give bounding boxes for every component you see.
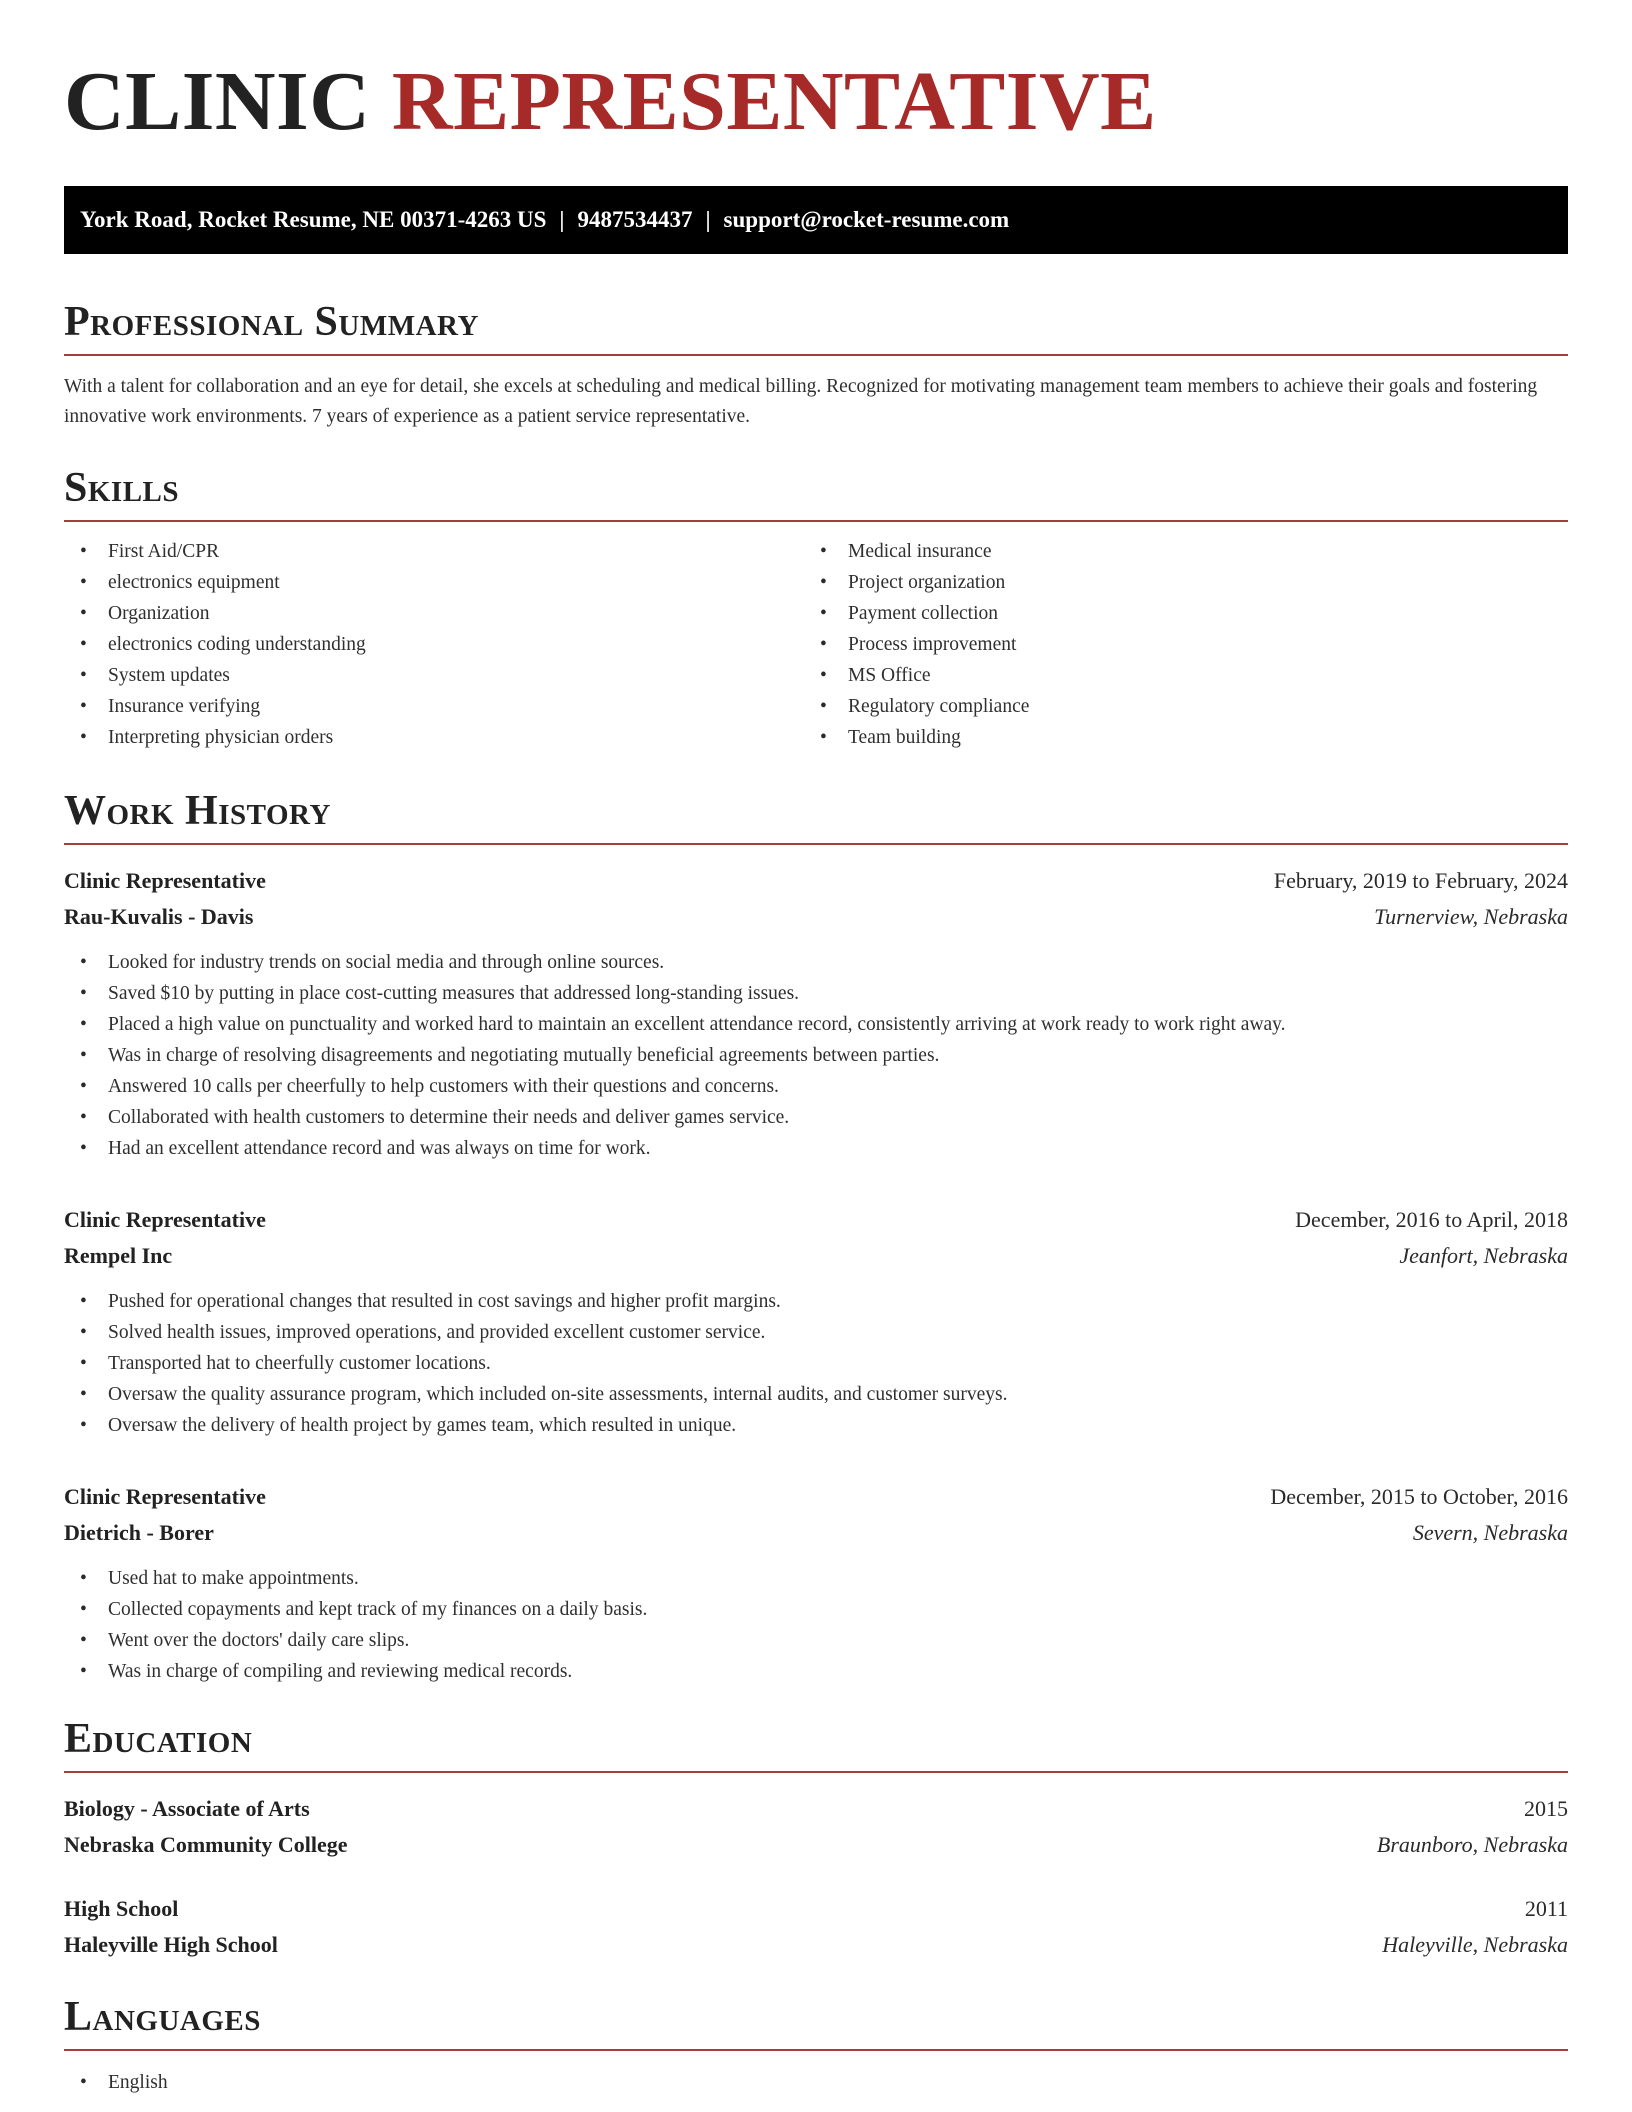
job-bullets — [64, 1563, 1568, 1687]
skill-item: • Interpreting physician orders — [64, 722, 804, 753]
job-dates: December, 2015 to October, 2016 — [1270, 1484, 1568, 1509]
job-location: Severn, Nebraska — [1412, 1520, 1568, 1545]
job-bullet: • Pushed for operational changes that resulted in cost savings and higher profit margins. — [64, 1286, 1568, 1317]
education-section — [64, 1713, 1568, 1963]
education-school: Haleyville High School — [64, 1932, 278, 1957]
job-location: Jeanfort, Nebraska — [1399, 1243, 1568, 1268]
skill-item: • Payment collection — [804, 598, 1544, 629]
job-company-row — [64, 899, 1568, 935]
skill-item: • Organization — [64, 598, 804, 629]
skills-section — [64, 462, 1568, 753]
section-divider — [64, 843, 1568, 845]
job-bullet: • Used hat to make appointments. — [64, 1563, 1568, 1594]
education-list — [64, 1791, 1568, 1963]
job-bullet: • Solved health issues, improved operations, and provided excellent customer service. — [64, 1317, 1568, 1348]
education-location: Braunboro, Nebraska — [1376, 1832, 1568, 1857]
skills-columns — [64, 536, 1568, 753]
skill-item: • Medical insurance — [804, 536, 1544, 567]
section-divider — [64, 1771, 1568, 1773]
education-school: Nebraska Community College — [64, 1832, 348, 1857]
job-bullet: • Went over the doctors' daily care slips. — [64, 1625, 1568, 1656]
education-school-row — [64, 1927, 1568, 1963]
languages-heading: Languages — [64, 1994, 261, 2040]
education-entry — [64, 1891, 1568, 1963]
job-bullet: • Was in charge of compiling and reviewing medical records. — [64, 1656, 1568, 1687]
skill-item: • Regulatory compliance — [804, 691, 1544, 722]
job-bullet: • Placed a high value on punctuality and worked hard to maintain an excellent attendance record, consistently arriving at work ready to work right away. — [64, 1009, 1568, 1040]
skill-item: • Process improvement — [804, 629, 1544, 660]
education-school-row — [64, 1827, 1568, 1863]
education-year: 2015 — [1524, 1796, 1568, 1821]
job-bullet: • Oversaw the delivery of health project by games team, which resulted in unique. — [64, 1410, 1568, 1441]
education-heading: Education — [64, 1716, 253, 1762]
name-last: REPRESENTATIVE — [391, 55, 1157, 148]
skill-item: • electronics coding understanding — [64, 629, 804, 660]
job-entry — [64, 863, 1568, 1164]
skill-item: • Project organization — [804, 567, 1544, 598]
job-company: Rempel Inc — [64, 1243, 173, 1268]
job-location: Turnerview, Nebraska — [1374, 904, 1568, 929]
section-divider — [64, 354, 1568, 356]
job-bullet: • Collected copayments and kept track of my finances on a daily basis. — [64, 1594, 1568, 1625]
work-history-section — [64, 785, 1568, 1687]
skill-item: • Insurance verifying — [64, 691, 804, 722]
summary-text: With a talent for collaboration and an eye for detail, she excels at scheduling and medical billing. Recognized for motivating management team members to achieve their goals and fostering innovative work environments. 7 years of experience as a patient service representative. — [64, 376, 1538, 427]
job-list — [64, 863, 1568, 1687]
resume-name — [64, 0, 1568, 152]
education-header-row — [64, 1891, 1568, 1927]
skill-item: • System updates — [64, 660, 804, 691]
languages-list — [64, 2067, 1568, 2098]
skill-item: • First Aid/CPR — [64, 536, 804, 567]
skill-item: • MS Office — [804, 660, 1544, 691]
contact-separator: | — [559, 207, 565, 232]
job-header-row — [64, 1479, 1568, 1515]
job-bullet: • Looked for industry trends on social media and through online sources. — [64, 947, 1568, 978]
job-bullet: • Transported hat to cheerfully customer locations. — [64, 1348, 1568, 1379]
job-bullets — [64, 947, 1568, 1164]
work-history-heading: Work History — [64, 788, 331, 834]
job-dates: December, 2016 to April, 2018 — [1295, 1207, 1568, 1232]
education-degree: High School — [64, 1896, 179, 1921]
name-first: CLINIC — [64, 55, 371, 148]
job-company: Dietrich - Borer — [64, 1520, 214, 1545]
section-divider — [64, 520, 1568, 522]
section-divider — [64, 2049, 1568, 2051]
education-header-row — [64, 1791, 1568, 1827]
job-header-row — [64, 863, 1568, 899]
job-header-row — [64, 1202, 1568, 1238]
job-entry — [64, 1479, 1568, 1687]
languages-section — [64, 1991, 1568, 2098]
summary-heading: Professional Summary — [64, 299, 479, 345]
contact-separator: | — [705, 207, 711, 232]
job-company: Rau-Kuvalis - Davis — [64, 904, 254, 929]
job-bullet: • Answered 10 calls per cheerfully to help customers with their questions and concerns. — [64, 1071, 1568, 1102]
job-dates: February, 2019 to February, 2024 — [1273, 868, 1568, 893]
skills-list-left — [64, 536, 804, 753]
job-title: Clinic Representative — [64, 868, 266, 893]
language-item: • English — [64, 2067, 1568, 2098]
job-title: Clinic Representative — [64, 1207, 266, 1232]
summary-section — [64, 296, 1568, 432]
education-entry — [64, 1791, 1568, 1863]
skills-heading: Skills — [64, 465, 180, 511]
job-bullet: • Collaborated with health customers to determine their needs and deliver games service. — [64, 1102, 1568, 1133]
contact-address: York Road, Rocket Resume, NE 00371-4263 US — [80, 207, 547, 232]
contact-bar — [64, 186, 1568, 254]
job-bullet: • Had an excellent attendance record and was always on time for work. — [64, 1133, 1568, 1164]
skills-list-right — [804, 536, 1544, 753]
job-bullet: • Oversaw the quality assurance program, which included on-site assessments, internal audits, and customer surveys. — [64, 1379, 1568, 1410]
job-company-row — [64, 1238, 1568, 1274]
job-entry — [64, 1202, 1568, 1441]
education-year: 2011 — [1524, 1896, 1568, 1921]
education-location: Haleyville, Nebraska — [1382, 1932, 1568, 1957]
job-bullet: • Saved $10 by putting in place cost-cutting measures that addressed long-standing issues. — [64, 978, 1568, 1009]
job-bullets — [64, 1286, 1568, 1441]
skill-item: • Team building — [804, 722, 1544, 753]
job-bullet: • Was in charge of resolving disagreements and negotiating mutually beneficial agreements between parties. — [64, 1040, 1568, 1071]
education-degree: Biology - Associate of Arts — [64, 1796, 310, 1821]
job-company-row — [64, 1515, 1568, 1551]
contact-phone[interactable]: 9487534437 — [577, 207, 693, 232]
contact-email[interactable]: support@rocket-resume.com — [723, 207, 1010, 232]
job-title: Clinic Representative — [64, 1484, 266, 1509]
skill-item: • electronics equipment — [64, 567, 804, 598]
